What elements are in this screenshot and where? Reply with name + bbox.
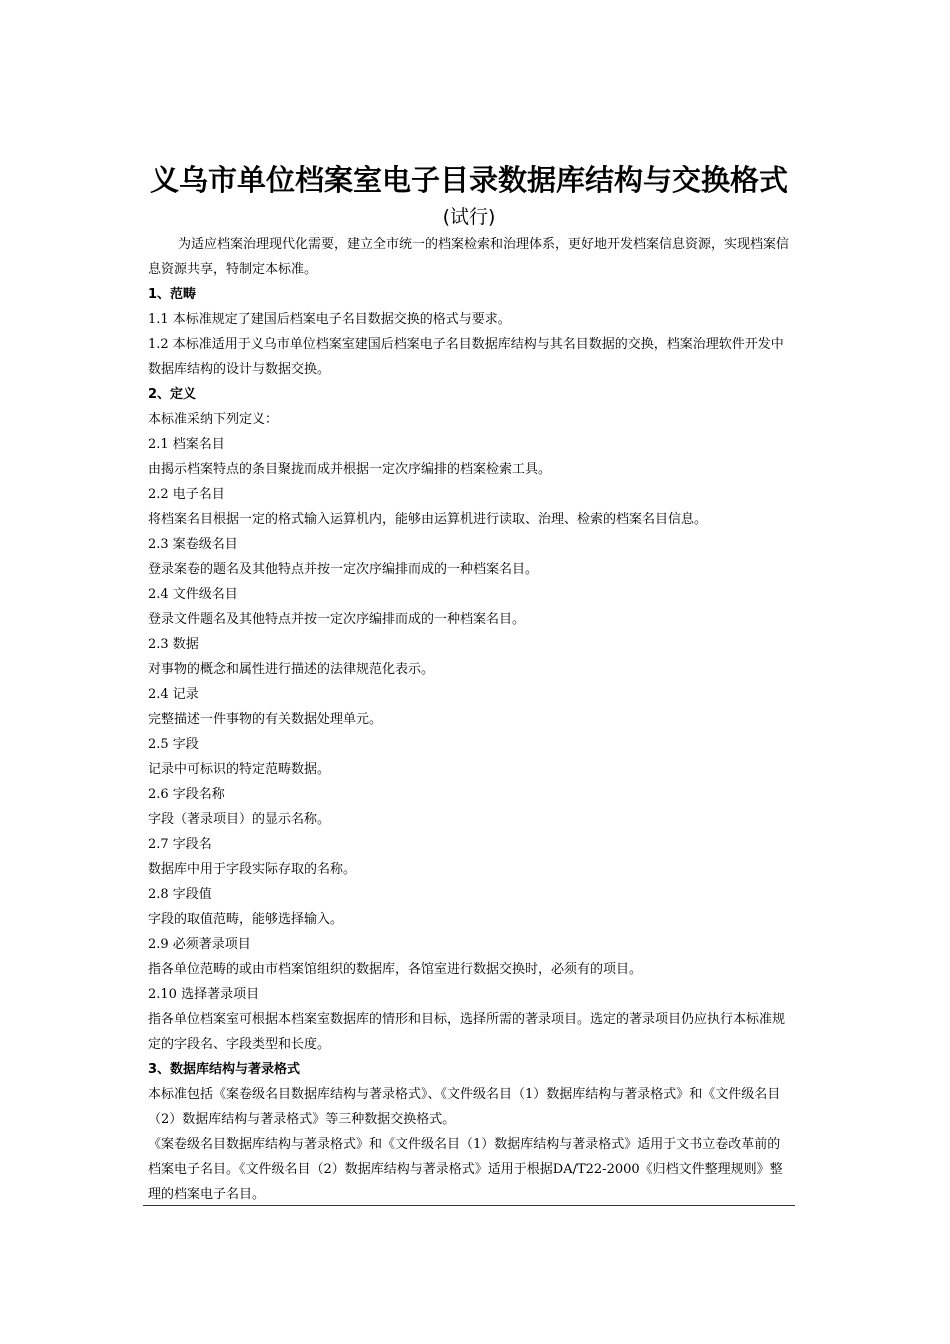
section-heading: 1、范畴 — [148, 287, 197, 302]
paragraph: 1.2 本标准适用于义乌市单位档案室建国后档案电子名目数据库结构与其名目数据的交换，档案治理软件开发中数据库结构的设计与数据交换。 — [148, 337, 784, 377]
paragraph: 将档案名目根据一定的格式输入运算机内，能够由运算机进行读取、治理、检索的档案名目信息。 — [148, 512, 708, 527]
paragraph: 2.5 字段 — [148, 737, 199, 752]
section-heading: 3、数据库结构与著录格式 — [148, 1062, 301, 1077]
paragraph: 登录案卷的题名及其他特点并按一定次序编排而成的一种档案名目。 — [148, 562, 539, 577]
paragraph: 2.1 档案名目 — [148, 437, 225, 452]
paragraph: 2.9 必须著录项目 — [148, 937, 251, 952]
intro-paragraph: 为适应档案治理现代化需要，建立全市统一的档案检索和治理体系，更好地开发档案信息资源，实现档案信息资源共享，特制定本标准。 — [148, 237, 790, 277]
paragraph: 2.6 字段名称 — [148, 787, 225, 802]
paragraph: 2.7 字段名 — [148, 837, 212, 852]
document-title: 义乌市单位档案室电子目录数据库结构与交换格式 — [149, 163, 788, 197]
document-page — [148, 158, 790, 1207]
page-bottom-rule — [143, 1205, 795, 1206]
paragraph: 2.3 案卷级名目 — [148, 537, 238, 552]
paragraph: 2.4 文件级名目 — [148, 587, 238, 602]
paragraph: 登录文件题名及其他特点并按一定次序编排而成的一种档案名目。 — [148, 612, 526, 627]
paragraph: 字段的取值范畴，能够选择输入。 — [148, 912, 344, 927]
paragraph: 指各单位档案室可根据本档案室数据库的情形和目标，选择所需的著录项目。选定的著录项目仍应执行本标准规定的字段名、字段类型和长度。 — [148, 1012, 786, 1052]
paragraph: 2.10 选择著录项目 — [148, 987, 260, 1002]
paragraph: 本标准采纳下列定义： — [148, 412, 279, 427]
paragraph: 1.1 本标准规定了建国后档案电子名目数据交换的格式与要求。 — [148, 312, 511, 327]
paragraph: 2.8 字段值 — [148, 887, 212, 902]
paragraph: 本标准包括《案卷级名目数据库结构与著录格式》、《文件级名目（1）数据库结构与著录格式》和《文件级名目（2）数据库结构与著录格式》等三种数据交换格式。 — [148, 1087, 781, 1127]
paragraph: 2.2 电子名目 — [148, 487, 225, 502]
paragraph: 2.3 数据 — [148, 637, 199, 652]
document-subtitle: (试行) — [442, 206, 496, 228]
paragraph: 指各单位范畴的或由市档案馆组织的数据库，各馆室进行数据交换时，必须有的项目。 — [148, 962, 643, 977]
paragraph: 记录中可标识的特定范畴数据。 — [148, 762, 331, 777]
paragraph-list — [148, 282, 790, 1207]
section-heading: 2、定义 — [148, 387, 197, 402]
paragraph: 对事物的概念和属性进行描述的法律规范化表示。 — [148, 662, 435, 677]
paragraph: 由揭示档案特点的条目聚拢而成并根据一定次序编排的档案检索工具。 — [148, 462, 552, 477]
document-body — [148, 232, 790, 1207]
paragraph: 2.4 记录 — [148, 687, 199, 702]
paragraph: 《案卷级名目数据库结构与著录格式》和《文件级名目（1）数据库结构与著录格式》适用于文书立卷改革前的档案电子名目。《文件级名目（2）数据库结构与著录格式》适用于根据DA/T22-2000《归档文件整理规则》整理的档案电子名目。 — [148, 1137, 783, 1202]
paragraph: 数据库中用于字段实际存取的名称。 — [148, 862, 357, 877]
paragraph: 字段（著录项目）的显示名称。 — [148, 812, 331, 827]
paragraph: 完整描述一件事物的有关数据处理单元。 — [148, 712, 383, 727]
